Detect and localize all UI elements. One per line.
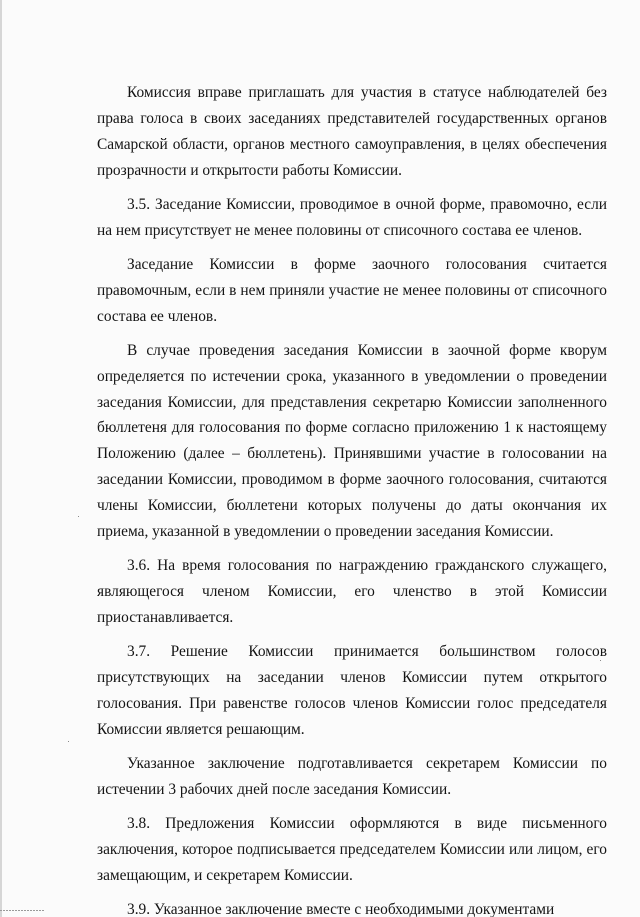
paragraph-absentee-procedure: В случае проведения заседания Комиссии в заочной форме кворум определяется по истечении срока, указанного в уведомлении о проведении заседания Комиссии, для представления секретарю Комиссии заполненного бюллетеня для голосования по форме согласно приложению 1 к настоящему Положению (далее – бюллетень). Принявшими участие в голосовании на заседании Комиссии, проводимом в форме заочного голосования, считаются члены Комиссии, бюллетени которых получены до даты окончания их приема, указанной в уведомлении о проведении заседания Комиссии.	[97, 341, 607, 541]
paragraph-3-7-decision: 3.7. Решение Комиссии принимается большинством голосов присутствующих на заседании членов Комиссии путем открытого голосования. При равенстве голосов членов Комиссии голос председателя Комиссии является решающим.	[97, 643, 607, 738]
paragraph-3-5-quorum: 3.5. Заседание Комиссии, проводимое в очной форме, правомочно, если на нем присутствует не менее половины от списочного состава ее членов.	[97, 195, 607, 239]
paragraph-3-8-proposals: 3.8. Предложения Комиссии оформляются в виде письменного заключения, которое подписывается председателем Комиссии или лицом, его замещающим, и секретарем Комиссии.	[97, 814, 607, 884]
scan-speck	[78, 516, 79, 517]
scan-left-edge	[0, 0, 2, 917]
paragraph-observers: Комиссия вправе приглашать для участия в статусе наблюдателей без права голоса в своих заседаниях представителей государственных органов Самарской области, органов местного самоуправления, в целях обеспечения прозрачности и открытости работы Комиссии.	[97, 84, 607, 179]
scan-speck	[600, 660, 601, 661]
paragraph-absentee-quorum: Заседание Комиссии в форме заочного голосования считается правомочным, если в нем приняли участие не менее половины от списочного состава ее членов.	[97, 255, 607, 325]
document-body	[97, 80, 607, 917]
scan-bottom-mark	[0, 910, 44, 911]
paragraph-3-9-conclusion: 3.9. Указанное заключение вместе с необходимыми документами	[127, 900, 555, 917]
paragraph-conclusion-preparation: Указанное заключение подготавливается секретарем Комиссии по истечении 3 рабочих дней после заседания Комиссии.	[97, 754, 607, 798]
scan-speck	[68, 741, 69, 742]
paragraph-3-6-membership: 3.6. На время голосования по награждению гражданского служащего, являющегося членом Комиссии, его членство в этой Комиссии приостанавливается.	[97, 557, 607, 626]
